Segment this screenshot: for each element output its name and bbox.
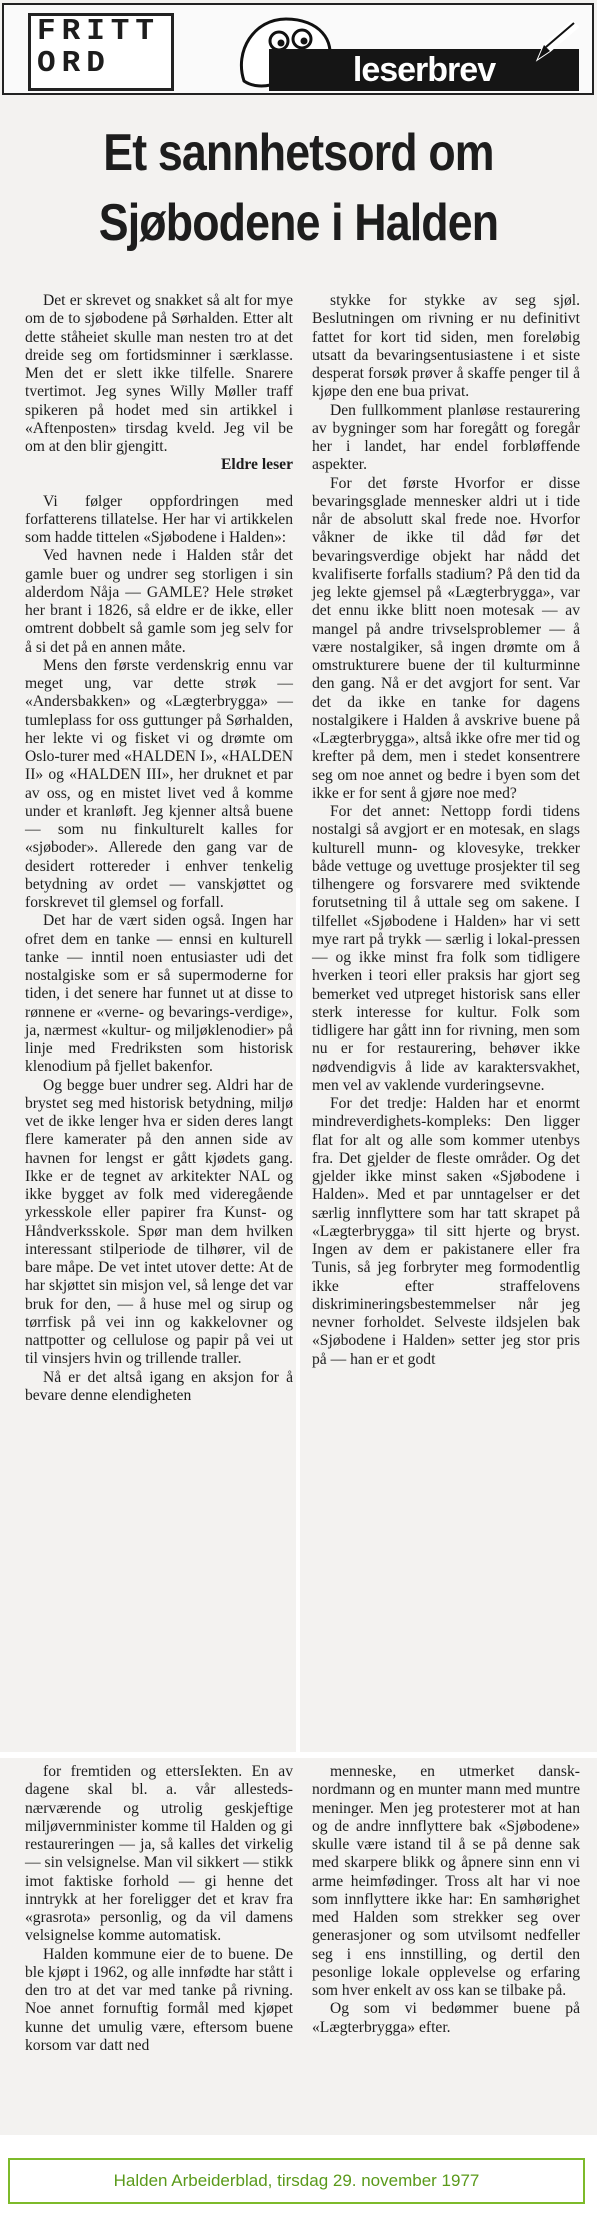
headline-line-1: Et sannhetsord om xyxy=(103,124,494,182)
paragraph: Mens den første verdenskrig ennu var meget ung, var dette strøk — «Andersbakken» og «Lægterbrygga» — tumleplass for oss guttunger på Sørhalden, her lekte vi og fisket vi og drømte om Oslo-turer med «HALDEN I», «HALDEN II» og «HALDEN III», her druknet et par av oss, og en mistet livet ved å komme under et kranløft. Jeg kjenner altså buene — som nu finkulturelt kalles for «sjøboder». Allerede den gang var de desidert rottereder i enhver tenkelig betydning av ordet — vanskjøttet og forskrevet til glemsel og forfall. xyxy=(25,656,293,911)
paragraph: Ved havnen nede i Halden står det gamle buer og undrer seg storligen i sin alderdom Nåja — GAMLE? Hele strøket her brant i 1826, så eldre er de ikke, eller omtrent dobbelt så gamle som jeg selv for å si det på en annen måte. xyxy=(25,547,293,656)
paragraph: For det første Hvorfor er disse bevaringsglade mennesker aldri ut i tide når de absolutt skal frede noe. Hvorfor våkner de ikke til dåd før det bevaringsverdige objekt har nådd det kvalifiserte forfalls stadium? På den tid da jeg lekte gjemsel på «Lægterbrygga», var det ennu ikke blitt noen motesak — av mangel på andre trivselsproblemer — å være nostalgiker, så ingen drømte om å omstrukturere buene der til kulturminne den gang. Nå er det avgjort for sent. Var det da ikke en tanke for dagens nostalgikere i Halden å avskrive buene på «Lægterbrygga», altså ikke ofre mer tid og krefter på dem, men i stedet konsentrere seg om noe annet og bedre i byen som det ikke er for sent å gjøre noe med? xyxy=(312,474,580,802)
article-column-3 xyxy=(25,1763,293,2055)
leserbrev-banner: leserbrev xyxy=(269,49,579,91)
source-caption: Halden Arbeiderblad, tirsdag 29. november 1977 xyxy=(8,2158,585,2204)
paragraph: menneske, en utmerket dansk-nordmann og en munter mann med muntre meninger. Men jeg protesterer mot at han og de andre innflyttere bak «Sjøbodene» skulle være istand til å se på denne sak med skarpere blikk og åpnere sinn enn vi arme heimfødinger. Tross alt har vi noe som innflyttere ikke har: En samhørighet med Halden som strekker seg over generasjoner og som utvilsomt nedfeller seg i ens innstilling, og dertil den pesonlige lokale opplevelse og erfaring som hver enkelt av oss kan se tilbake på. xyxy=(312,1763,580,1999)
article-column-4 xyxy=(312,1763,580,2037)
article-column-2 xyxy=(312,292,580,1369)
paragraph: For det annet: Nettopp fordi tidens nostalgi så avgjort er en motesak, en slags kulturell munn- og klovesyke, trekker både vettuge og uvettuge prosjekter til seg tilhengere og forsvarere med sviktende forutsetning til å uttale seg om sakene. I tilfellet «Sjøbodene i Halden» har vi sett mye rart på trykk — særlig i lokal-pressen — og ikke minst fra folk som tidligere hverken i teori eller praksis har gjort seg bemerket ved utpreget historisk sans eller sterk interesse for kultur. Folk som tidligere har gått inn for rivning, men som nu er for restaurering, behøver ikke nødvendigvis å lide av karaktersvakhet, men vel av vaklende vurderingsevne. xyxy=(312,803,580,1094)
paragraph: Vi følger oppfordringen med forfatterens tillatelse. Her har vi artikkelen som hadde tittelen «Sjøbodene i Halden»: xyxy=(25,492,293,546)
paragraph: Og som vi bedømmer buene på «Lægterbrygga» efter. xyxy=(312,2000,580,2036)
paragraph: Halden kommune eier de to buene. De ble kjøpt i 1962, og alle innfødte har stått i den tro at det var med tanke på rivning. Noe annet fornuftig formål med kjøpet kunne det umulig være, eftersom buene korsom var datt ned xyxy=(25,1945,293,2054)
paragraph: Det har de vært siden også. Ingen har ofret dem en tanke — ennsi en kulturell tanke — inntil noen entusiaster udi det nostalgiske som er så supermoderne for tiden, i det senere har funnet ut at disse to rønnene er «verne- og bevarings-verdige», ja, nærmest «kultur- og miljøklenodier» på linje med Fredriksten som historisk klenodium på fjellet bakenfor. xyxy=(25,912,293,1076)
section-header xyxy=(2,3,594,95)
headline xyxy=(42,118,555,258)
paragraph: For det tredje: Halden har et enormt mindreverdighets-kompleks: Den ligger flat for alt og alle som kommer utenbys fra. Det gjelder de fleste områder. Og det gjelder ikke minst saken «Sjøbodene i Halden». Med et par unntagelser er det særlig innflyttere som har tatt skrapet på «Lægterbrygga» til sitt hjerte og bryst. Ingen av dem er pakistanere eller fra Tunis, så jeg forbryter meg formodentlig ikke efter straffelovens diskrimineringsbestemmelser når jeg nevner forholdet. Selveste ildsjelen bak «Sjøbodene i Halden» setter jeg stor pris på — han er et godt xyxy=(312,1095,580,1368)
column-divider xyxy=(296,888,300,1758)
section-line-1: FRITT xyxy=(37,14,161,49)
section-line-2: ORD xyxy=(37,46,111,81)
paragraph: for fremtiden og ettersIekten. En av dagene skal bl. a. vår allesteds-nærværende og utrolig geskjeftige miljøvernminister komme til Halden og gi restaureringen — ja, så kalles det virkelig — sin velsignelse. Man vil sikkert — stikk imot faktiske forhold — gi henne det inntrykk at her foreligger det et krav fra «grasrota» personlig, og da vil damens velsignelse komme automatisk. xyxy=(25,1763,293,1945)
pen-icon xyxy=(532,17,582,63)
paragraph: Den fullkomment planløse restaurering av bygninger som har foregått og foregår her i landet, har endel forbløffende aspekter. xyxy=(312,401,580,474)
paragraph: Det er skrevet og snakket så alt for mye om de to sjøbodene på Sørhalden. Etter alt dette ståheiet skulle man nesten tro at det dreide seg om fortidsminner i særklasse. Men det er slett ikke tilfelle. Snarere tvertimot. Jeg synes Willy Møller traff spikeren på hodet med sin artikkel i «Aftenposten» tirsdag kveld. Jeg vil be om at den blir gjengitt. xyxy=(25,292,293,455)
signature: Eldre leser xyxy=(220,456,293,474)
paragraph: Nå er det altså igang en aksjon for å bevare denne elendigheten xyxy=(25,1368,293,1404)
fritt-ord-box xyxy=(28,13,174,91)
paragraph: stykke for stykke av seg sjøl. Beslutningen om rivning er nu definitivt fattet for kort tid siden, men foreløbig utsatt da bevaringsentusiastene i et siste desperat forsøk prøver å skaffe penger til å kjøpe den ene bua privat. xyxy=(312,292,580,401)
article-column-1 xyxy=(25,292,293,1405)
paragraph: Og begge buer undrer seg. Aldri har de brystet seg med historisk betydning, miljø vet de ikke lenger hva er siden deres langt flere kamerater på den annen side av havnen for lengst er gått kjødets gang. Ikke er de tegnet av arkitekter NAL og ikke bygget av folk med videregående yrkesskole eller papirer fra Kunst- og Håndverksskole. Spør man dem hvilken interessant stilperiode de tilhører, vil de bare måpe. De vet intet utover dette: At de har skjøttet sin misjon vel, så lenge det var bruk for den, — å huse mel og sirup og tørrfisk på vei inn og kakkelovner og nattpotter og cellulose og papir på vei ut til vinsjers hvin og trillende traller. xyxy=(25,1076,293,1368)
headline-line-2: Sjøbodene i Halden xyxy=(98,194,499,252)
